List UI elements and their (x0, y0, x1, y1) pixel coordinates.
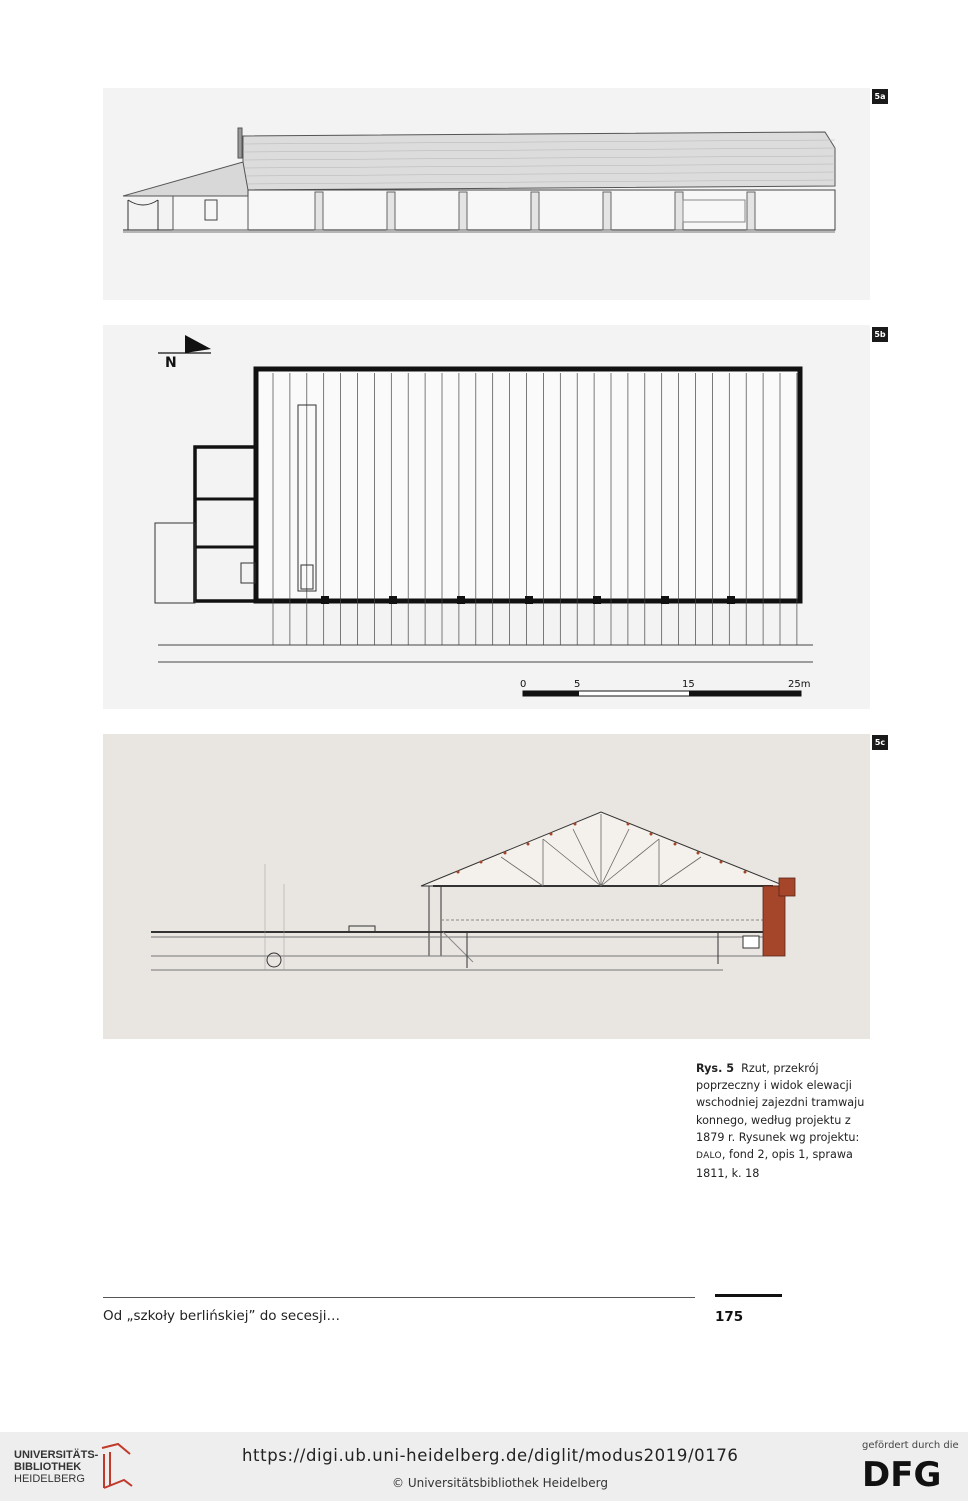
viewer-footer-bar (0, 1432, 968, 1501)
permalink-url[interactable]: https://digi.ub.uni-heidelberg.de/diglit/modus2019/0176 (242, 1446, 739, 1465)
north-arrow-icon (158, 335, 211, 353)
figure-5b-plan (103, 325, 870, 709)
elevation-drawing (103, 88, 870, 300)
figure-5c-section (103, 734, 870, 1039)
library-line-1: UNIVERSITÄTS- (14, 1449, 99, 1461)
scale-label-15: 15 (682, 679, 695, 690)
copyright-text: © Universitätsbibliothek Heidelberg (392, 1476, 609, 1490)
caption-text: Rzut, przekrój poprzeczny i widok elewacji wschodniej zajezdni tramwaju konnego, według projektu z 1879 r. Rysunek wg projektu: (696, 1062, 865, 1144)
caption-label: Rys. 5 (696, 1062, 734, 1075)
figure-label-5c: 5c (872, 735, 888, 750)
page-number-rule (715, 1294, 782, 1297)
scale-label-5: 5 (574, 679, 581, 690)
caption-archive: DALO (696, 1151, 722, 1162)
running-title: Od „szkoły berlińskiej” do secesji… (103, 1308, 340, 1324)
dfg-logo-text: DFG (862, 1455, 942, 1492)
scale-label-25m: 25m (788, 679, 811, 690)
section-drawing (103, 734, 870, 1039)
dfg-funding-label: gefördert durch die (862, 1440, 959, 1451)
figure-5a-elevation (103, 88, 870, 300)
page-number: 175 (715, 1309, 744, 1325)
figure-label-5b: 5b (872, 327, 888, 342)
dfg-logo-icon[interactable] (862, 1452, 952, 1492)
library-logo-icon[interactable] (14, 1440, 144, 1492)
scale-label-0: 0 (520, 679, 527, 690)
figure-label-5a: 5a (872, 89, 888, 104)
scale-bar (523, 691, 801, 696)
north-marker: N (165, 355, 177, 371)
figure-caption (696, 1060, 874, 1182)
library-line-2: BIBLIOTHEK (14, 1461, 82, 1473)
plan-drawing (103, 325, 870, 709)
library-line-3: HEIDELBERG (14, 1473, 85, 1485)
caption-text-end: , fond 2, opis 1, sprawa 1811, k. 18 (696, 1148, 853, 1181)
footer-rule (103, 1297, 695, 1298)
